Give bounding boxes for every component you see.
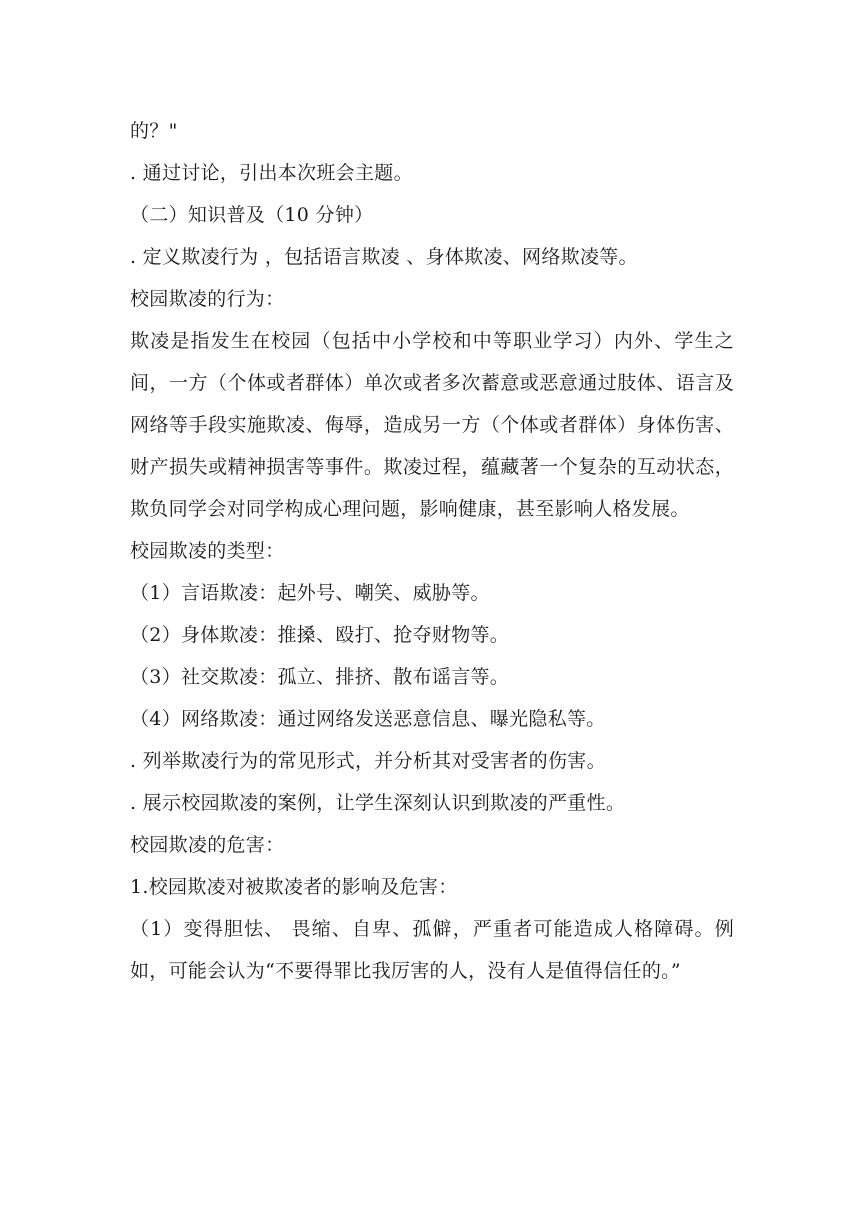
paragraph-common-forms: . 列举欺凌行为的常见形式，并分析其对受害者的伤害。	[130, 750, 606, 772]
paragraph-definition: . 定义欺凌行为 ，包括语言欺凌 、身体欺凌、网络欺凌等。	[130, 246, 638, 268]
paragraph-bullying-explanation: 欺凌是指发生在校园（包括中小学校和中等职业学习）内外、学生之间，一方（个体或者群体）单次或者多次蓄意或恶意通过肢体、语言及网络等手段实施欺凌、侮辱，造成另一方（个体或者群体）身体伤害、财产损失或精神损害等事件。欺凌过程，蕴藏著一个复杂的互动状态，欺负同学会对同学构成心理问题，影响健康，甚至影响人格发展。	[130, 330, 734, 520]
list-item-cyber-bullying: （4）网络欺凌：通过网络发送恶意信息、曝光隐私等。	[130, 708, 606, 730]
document-body	[130, 110, 734, 992]
numbered-heading-victim-impact: 1.校园欺凌对被欺凌者的影响及危害：	[130, 876, 458, 898]
subheading-bullying-harm: 校园欺凌的危害：	[130, 834, 285, 856]
subheading-bullying-behavior: 校园欺凌的行为：	[130, 288, 285, 310]
paragraph-continuation: 的？"	[130, 120, 178, 142]
paragraph-discussion: . 通过讨论，引出本次班会主题。	[130, 162, 413, 184]
paragraph-case-study: . 展示校园欺凌的案例，让学生深刻认识到欺凌的严重性。	[130, 792, 626, 814]
list-item-verbal-bullying: （1）言语欺凌：起外号、嘲笑、威胁等。	[130, 582, 490, 604]
list-item-victim-effect-1: （1）变得胆怯、 畏缩、自卑、孤僻，严重者可能造成人格障碍。例如，可能会认为“不要得罪比我厉害的人，没有人是值得信任的。”	[130, 918, 734, 982]
list-item-social-bullying: （3）社交欺凌：孤立、排挤、散布谣言等。	[130, 666, 510, 688]
section-heading-knowledge: （二）知识普及（10 分钟）	[130, 204, 374, 226]
list-item-physical-bullying: （2）身体欺凌：推搡、殴打、抢夺财物等。	[130, 624, 510, 646]
subheading-bullying-types: 校园欺凌的类型：	[130, 540, 285, 562]
